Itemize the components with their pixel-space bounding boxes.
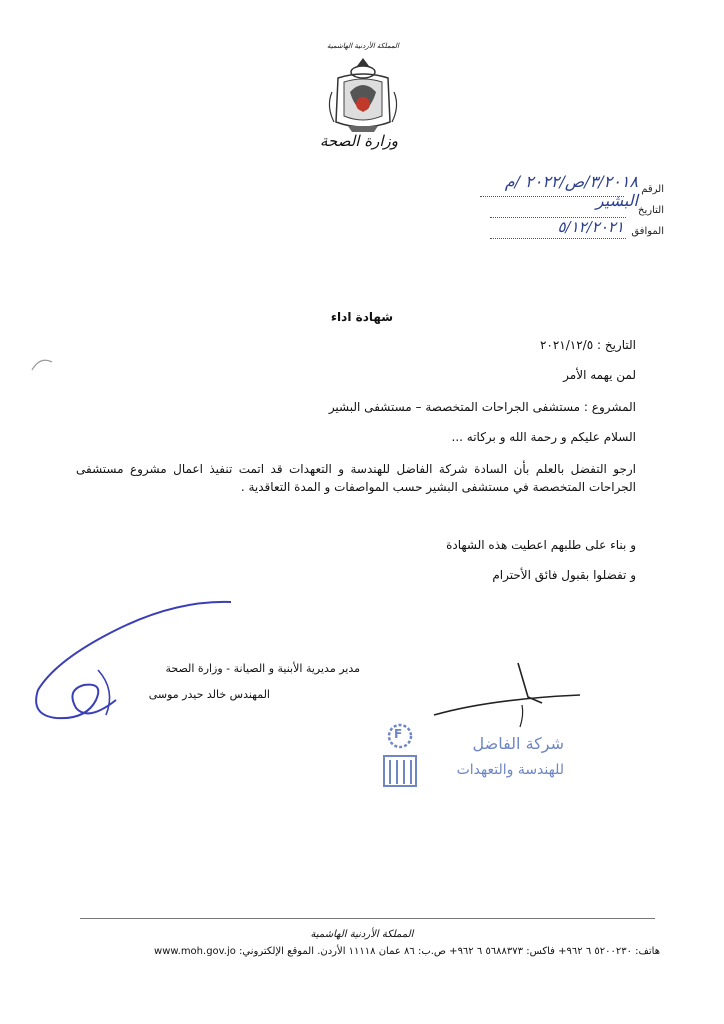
issuance-line: و بناء على طلبهم اعطيت هذه الشهادة [446, 538, 636, 552]
ministry-name: وزارة الصحة [320, 132, 398, 150]
company-logo-letter: F [394, 727, 403, 741]
date-label: التاريخ [638, 205, 664, 216]
project-line: المشروع : مستشفى الجراحات المتخصصة – مستشفى البشير [328, 400, 636, 414]
corresp-value: ٥/١٢/٢٠٢١ [557, 218, 624, 236]
closing-line: و تفضلوا بقبول فائق الأحترام [492, 568, 636, 582]
company-subtitle: للهندسة والتعهدات [456, 762, 564, 778]
margin-mark-icon [30, 354, 54, 374]
footer-country: المملكة الأردنية الهاشمية [310, 929, 414, 940]
footer-divider [80, 918, 655, 919]
greeting: السلام عليكم و رحمة الله و بركاته ... [451, 430, 636, 444]
addressee: لمن يهمه الأمر [563, 368, 636, 382]
company-name: شركة الفاضل [472, 734, 564, 753]
letter-date: التاريخ : ٢٠٢١/١٢/٥ [539, 338, 636, 352]
company-stamp [380, 722, 564, 792]
signatory-name: المهندس خالد حيدر موسى [148, 688, 270, 701]
corresp-label: الموافق [631, 226, 664, 237]
royal-header-text: المملكة الأردنية الهاشمية [326, 42, 400, 50]
handwritten-signature-left [26, 590, 246, 730]
ref-value: ٣/٢٠١٨/ص/٢٠٢٢ /م البشير [504, 172, 638, 210]
footer-contact: هاتف: ٥٢٠٠٢٣٠ ٦ ٩٦٢+ فاكس: ٥٦٨٨٣٧٣ ٦ ٩٦٢+ ص.ب: ٨٦ عمان ١١١١٨ الأردن. الموقع الإلكتروني: www.moh.gov.jo [154, 946, 660, 957]
signatory-position: مدير مديرية الأبنية و الصيانة - وزارة الصحة [165, 662, 360, 675]
ref-label: الرقم [641, 184, 664, 195]
body-paragraph: ارجو التفضل بالعلم بأن السادة شركة الفاضل للهندسة و التعهدات قد اتمت تنفيذ اعمال مشروع مستشفى الجراحات المتخصصة في مستشفى البشير حسب المواصفات و المدة التعاقدية . [76, 462, 636, 494]
corresp-dotted-line [490, 238, 626, 239]
page-title: شهادة اداء [330, 310, 394, 324]
